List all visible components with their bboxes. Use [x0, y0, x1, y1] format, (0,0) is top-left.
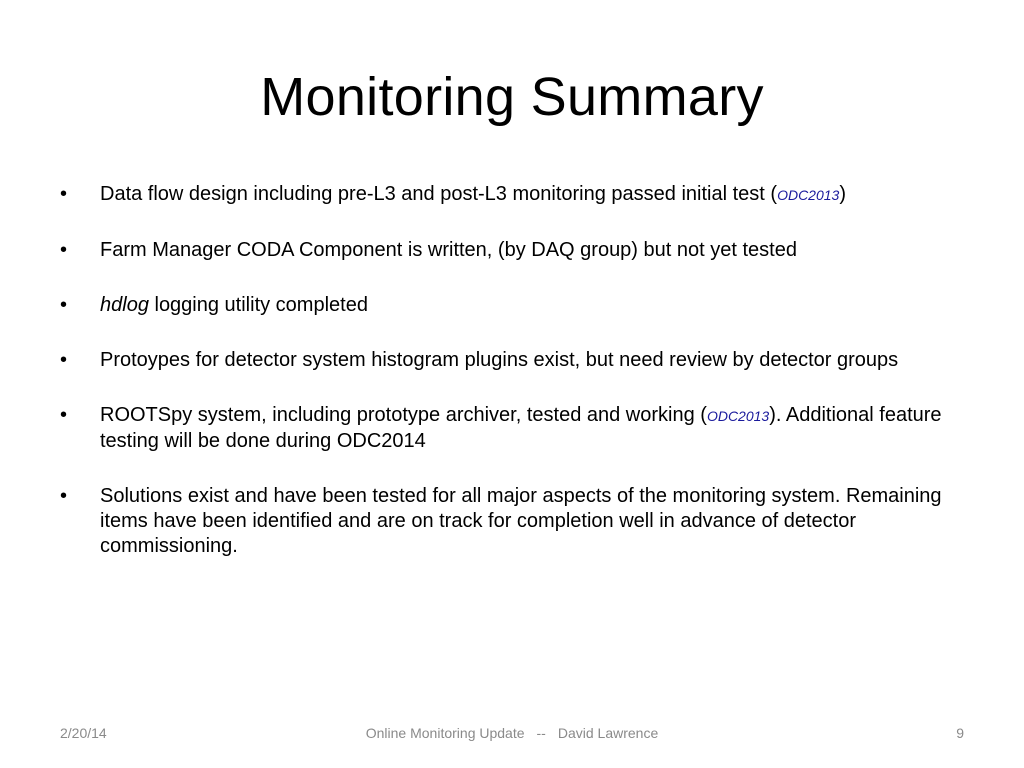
bullet-text: Data flow design including pre-L3 and post-L3 monitoring passed initial test ( [100, 183, 778, 205]
reference-label: ODC2013 [706, 408, 770, 424]
bullet-dot-icon: • [60, 239, 68, 261]
bullet-text: ROOTSpy system, including prototype archiver, tested and working ( [100, 404, 707, 426]
bullet-item [60, 484, 970, 559]
bullet-item [60, 348, 970, 373]
bullet-dot-icon: • [60, 404, 68, 426]
bullet-text: Protoypes for detector system histogram plugins exist, but need review by detector groups [100, 349, 899, 371]
hdlog-term: hdlog [100, 294, 149, 316]
reference-label: ODC2013 [777, 187, 840, 203]
bullet-text: Farm Manager CODA Component is written, (by DAQ group) but not yet tested [100, 239, 797, 261]
bullet-dot-icon: • [60, 485, 68, 507]
bullet-text: Solutions exist and have been tested for all major aspects of the monitoring system. Remaining items have been identified and are on track for completion well in advance of detector commissioning. [100, 485, 942, 557]
footer-separator: -- [536, 725, 546, 741]
bullet-item [60, 182, 970, 208]
bullet-item [60, 238, 970, 263]
footer-presentation-title: Online Monitoring Update [365, 725, 525, 741]
footer-date: 2/20/14 [60, 725, 107, 741]
bullet-dot-icon: • [60, 183, 68, 205]
bullet-text: logging utility completed [148, 294, 368, 316]
bullet-dot-icon: • [60, 294, 68, 316]
bullet-item [60, 403, 970, 454]
bullet-list [60, 182, 970, 589]
page-number: 9 [956, 725, 964, 741]
bullet-text-end: ) [839, 183, 846, 205]
bullet-text-end: ). Additional feature testing will be done during ODC2014 [100, 404, 942, 452]
slide-title: Monitoring Summary [260, 67, 764, 127]
bullet-dot-icon: • [60, 349, 68, 371]
footer-author: David Lawrence [557, 725, 659, 741]
bullet-item [60, 293, 970, 318]
footer-title [0, 724, 1024, 742]
